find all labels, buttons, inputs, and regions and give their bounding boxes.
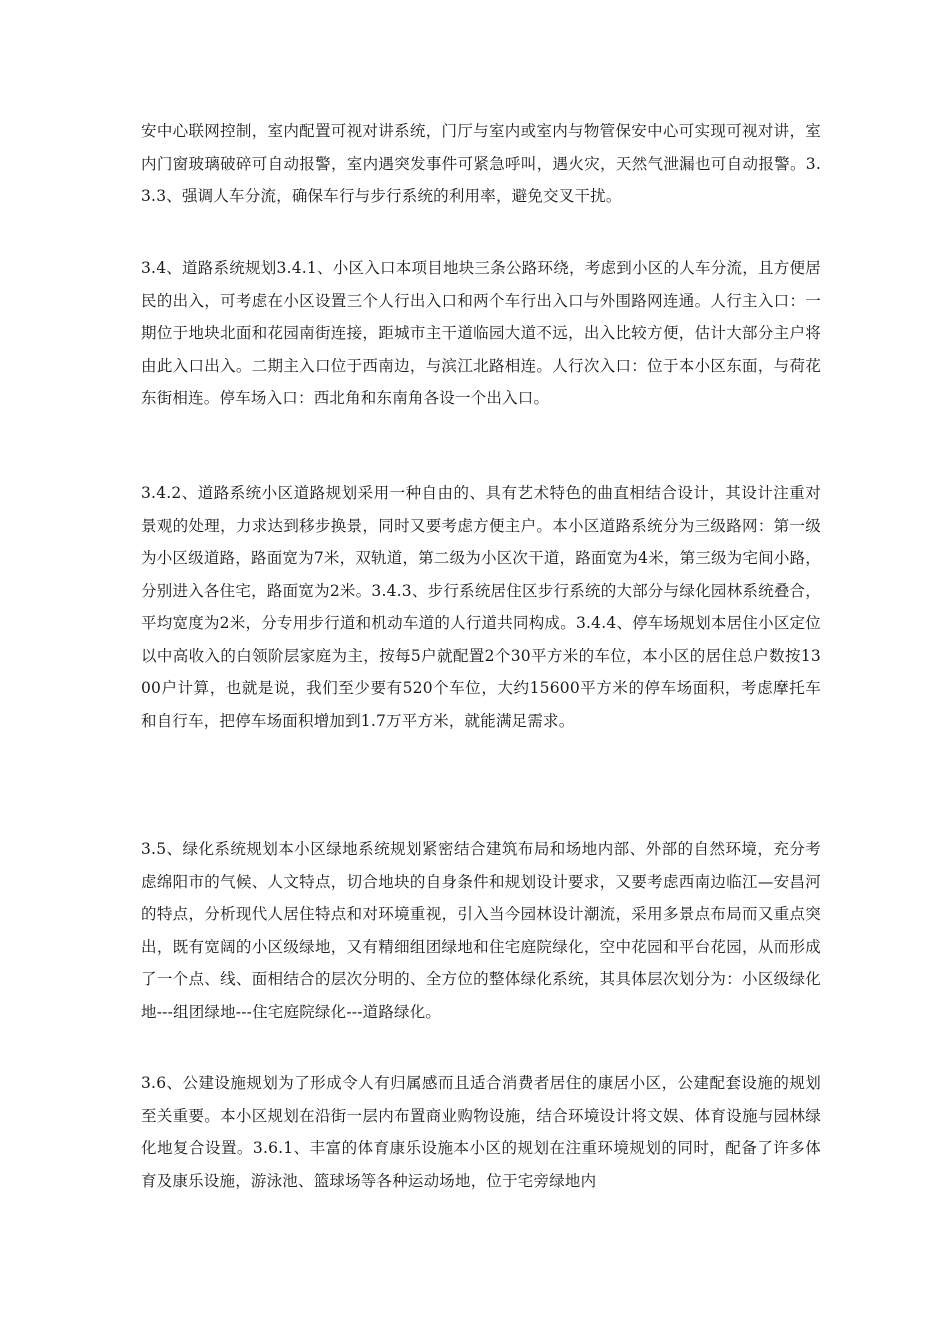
paragraph-public-facilities: 3.6、公建设施规划为了形成令人有归属感而且适合消费者居住的康居小区，公建配套设施的规划至关重要。本小区规划在沿街一层内布置商业购物设施，结合环境设计将文娱、体育设施与园林绿化地复合设置。3.6.1、丰富的体育康乐设施本小区的规划在注重环境规划的同时，配备了许多体育及康乐设施，游泳池、篮球场等各种运动场地，位于宅旁绿地内 bbox=[141, 1074, 821, 1190]
paragraph-road-system-network: 3.4.2、道路系统小区道路规划采用一种自由的、具有艺术特色的曲直相结合设计，其设计注重对景观的处理，力求达到移步换景，同时又要考虑方便主户。本小区道路系统分为三级路网：第一级为小区级道路，路面宽为7米，双轨道，第二级为小区次干道，路面宽为4米，第三级为宅间小路，分别进入各住宅，路面宽为2米。3.4.3、步行系统居住区步行系统的大部分与绿化园林系统叠合，平均宽度为2米，分专用步行道和机动车道的人行道共同构成。3.4.4、停车场规划本居住小区定位以中高收入的白领阶层家庭为主，按每5户就配置2个30平方米的车位，本小区的居住总户数按1300户计算，也就是说，我们至少要有520个车位，大约15600平方米的停车场面积，考虑摩托车和自行车，把停车场面积增加到1.7万平方米，就能满足需求。 bbox=[141, 484, 821, 730]
paragraph-greening-system: 3.5、绿化系统规划本小区绿地系统规划紧密结合建筑布局和场地内部、外部的自然环境，充分考虑绵阳市的气候、人文特点，切合地块的自身条件和规划设计要求，又要考虑西南边临江—安昌河的特点，分析现代人居住特点和对环境重视，引入当今园林设计潮流，采用多景点布局而又重点突出，既有宽阔的小区级绿地，又有精细组团绿地和住宅庭院绿化，空中花园和平台花园，从而形成了一个点、线、面相结合的层次分明的、全方位的整体绿化系统，其具体层次划分为：小区级绿化地---组团绿地---住宅庭院绿化---道路绿化。 bbox=[141, 840, 821, 1021]
paragraph-security-system: 安中心联网控制，室内配置可视对讲系统，门厅与室内或室内与物管保安中心可实现可视对讲，室内门窗玻璃破碎可自动报警，室内遇突发事件可紧急呼叫，遇火灾，天然气泄漏也可自动报警。3.3.3、强调人车分流，确保车行与步行系统的利用率，避免交叉干扰。 bbox=[141, 122, 821, 205]
paragraph-road-system-entrances: 3.4、道路系统规划3.4.1、小区入口本项目地块三条公路环绕，考虑到小区的人车分流，且方便居民的出入，可考虑在小区设置三个人行出入口和两个车行出入口与外围路网连通。人行主入口：一期位于地块北面和花园南街连接，距城市主干道临园大道不远，出入比较方便，估计大部分主户将由此入口出入。二期主入口位于西南边，与滨江北路相连。人行次入口：位于本小区东面，与荷花东街相连。停车场入口：西北角和东南角各设一个出入口。 bbox=[141, 259, 821, 407]
